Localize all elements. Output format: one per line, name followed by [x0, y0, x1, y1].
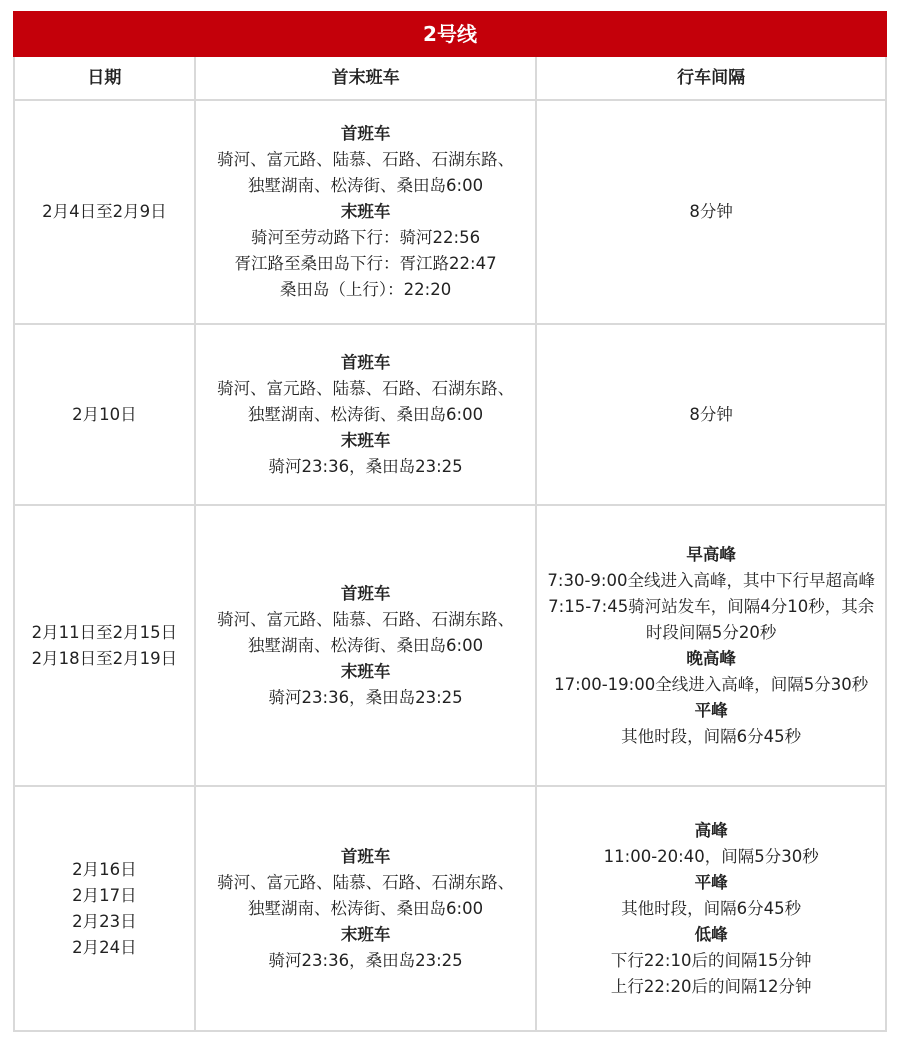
date-cell	[14, 505, 195, 786]
interval-cell	[536, 786, 886, 1031]
table-row	[14, 786, 886, 1031]
service-cell	[195, 786, 537, 1031]
header-first-last: 首末班车	[195, 56, 537, 100]
date-cell	[14, 324, 195, 505]
date-line: 2月24日	[72, 937, 137, 957]
interval-line: 平峰	[694, 872, 728, 892]
table-row	[14, 100, 886, 324]
service-line: 桑田岛（上行）：22:20	[279, 280, 452, 299]
interval-line: 7:30-9:00全线进入高峰，其中下行早超高峰	[547, 570, 875, 590]
header-interval: 行车间隔	[536, 56, 886, 100]
service-line: 骑河23:36，桑田岛23:25	[268, 456, 463, 476]
date-line: 2月18日至2月19日	[31, 648, 178, 668]
interval-cell	[536, 324, 886, 505]
date-line: 2月17日	[72, 885, 137, 905]
date-line: 2月23日	[72, 911, 137, 931]
service-line: 胥江路至桑田岛下行：胥江路22:47	[234, 254, 497, 273]
service-line: 骑河、富元路、陆慕、石路、石湖东路、	[217, 378, 515, 398]
service-line: 骑河、富元路、陆慕、石路、石湖东路、	[217, 150, 515, 169]
service-line: 独墅湖南、松涛街、桑田岛6:00	[248, 404, 484, 424]
schedule-table	[13, 11, 887, 1032]
table-row	[14, 324, 886, 505]
service-line: 骑河23:36，桑田岛23:25	[268, 687, 463, 707]
date-line: 2月10日	[72, 404, 137, 424]
service-cell	[195, 505, 537, 786]
interval-line: 17:00-19:00全线进入高峰，间隔5分30秒	[554, 674, 869, 694]
interval-line: 早高峰	[686, 544, 736, 564]
interval-line: 下行22:10后的间隔15分钟	[610, 950, 812, 970]
line-title: 2号线	[14, 12, 886, 56]
service-line: 骑河、富元路、陆慕、石路、石湖东路、	[217, 872, 515, 892]
header-row	[14, 56, 886, 100]
title-row	[14, 12, 886, 56]
interval-line: 8分钟	[689, 202, 733, 221]
service-cell	[195, 324, 537, 505]
service-line: 独墅湖南、松涛街、桑田岛6:00	[248, 635, 484, 655]
service-line: 独墅湖南、松涛街、桑田岛6:00	[248, 898, 484, 918]
interval-cell	[536, 100, 886, 324]
table-row	[14, 505, 886, 786]
interval-line: 其他时段，间隔6分45秒	[621, 726, 802, 746]
service-line: 独墅湖南、松涛街、桑田岛6:00	[248, 176, 484, 195]
service-line: 末班车	[340, 430, 391, 450]
date-line: 2月16日	[72, 859, 137, 879]
interval-line: 高峰	[694, 820, 728, 840]
date-line: 2月11日至2月15日	[31, 622, 178, 642]
service-line: 骑河23:36，桑田岛23:25	[268, 950, 463, 970]
header-date: 日期	[14, 56, 195, 100]
service-line: 末班车	[340, 202, 391, 221]
service-line: 首班车	[340, 352, 391, 372]
service-line: 末班车	[340, 661, 391, 681]
service-line: 首班车	[340, 124, 391, 143]
interval-line: 其他时段，间隔6分45秒	[621, 898, 802, 918]
date-line: 2月4日至2月9日	[42, 202, 167, 221]
interval-line: 11:00-20:40，间隔5分30秒	[603, 846, 819, 866]
date-cell	[14, 786, 195, 1031]
service-line: 首班车	[340, 583, 391, 603]
interval-line: 8分钟	[689, 404, 733, 424]
service-cell	[195, 100, 537, 324]
date-cell	[14, 100, 195, 324]
interval-line: 7:15-7:45骑河站发车，间隔4分10秒，其余	[548, 596, 875, 616]
service-line: 首班车	[340, 846, 391, 866]
interval-cell	[536, 505, 886, 786]
interval-line: 时段间隔5分20秒	[645, 622, 777, 642]
interval-line: 上行22:20后的间隔12分钟	[610, 976, 812, 996]
service-line: 骑河、富元路、陆慕、石路、石湖东路、	[217, 609, 515, 629]
service-line: 末班车	[340, 924, 391, 944]
interval-line: 晚高峰	[686, 648, 736, 668]
service-line: 骑河至劳动路下行：骑河22:56	[251, 228, 481, 247]
interval-line: 平峰	[694, 700, 728, 720]
interval-line: 低峰	[694, 924, 728, 944]
